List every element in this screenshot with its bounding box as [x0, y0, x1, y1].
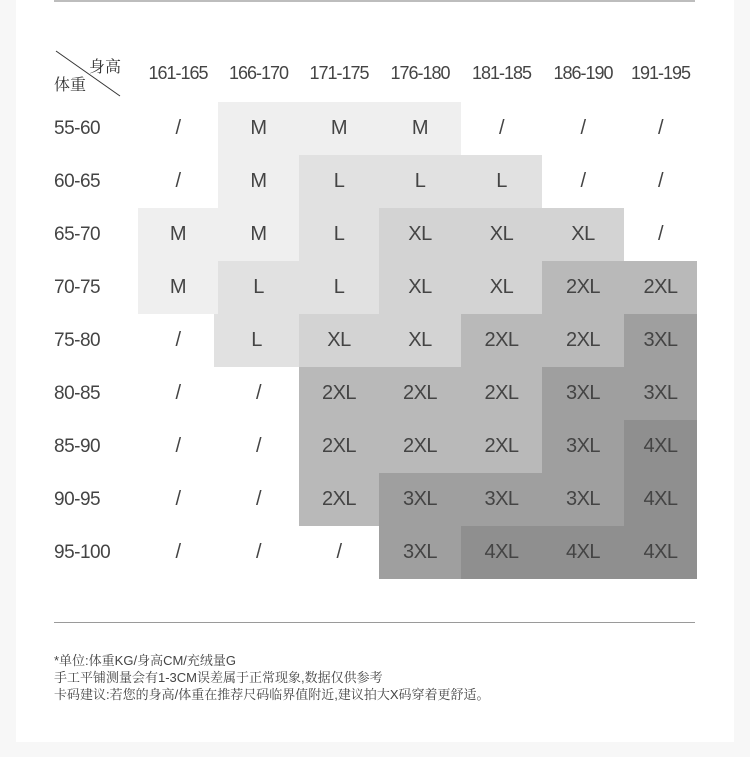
column-header-height: 171-175	[309, 63, 369, 83]
row-header-weight: 65-70	[54, 224, 101, 245]
size-cell: 4XL	[542, 526, 624, 579]
size-cell: XL	[542, 208, 624, 261]
row-header-weight: 95-100	[54, 542, 111, 563]
size-cell: 4XL	[461, 526, 542, 579]
size-cell: M	[379, 102, 461, 155]
size-cell: M	[138, 261, 218, 314]
size-cell: /	[218, 420, 299, 473]
size-cell: L	[461, 155, 542, 208]
corner-height-label: 身高	[88, 59, 121, 76]
size-cell: XL	[379, 208, 461, 261]
size-cell: L	[299, 208, 379, 261]
size-cell: 2XL	[461, 367, 542, 420]
row-header-weight: 55-60	[54, 118, 101, 139]
size-cell: L	[218, 261, 299, 314]
column-header-height: 186-190	[553, 63, 613, 83]
size-cell: /	[461, 102, 542, 155]
size-cell: /	[138, 473, 218, 526]
size-cell: 2XL	[624, 261, 697, 314]
size-cell: L	[299, 155, 379, 208]
bottom-divider	[54, 622, 695, 623]
top-divider	[54, 0, 695, 2]
note-size-advice: 卡码建议:若您的身高/体重在推荐尺码临界值附近,建议拍大X码穿着更舒适。	[54, 687, 490, 702]
size-cell: 3XL	[461, 473, 542, 526]
size-cell: /	[218, 526, 299, 579]
column-header-height: 191-195	[630, 63, 691, 83]
size-cell: 3XL	[542, 473, 624, 526]
size-cell: /	[542, 155, 624, 208]
size-cell: L	[214, 314, 299, 367]
size-cell: 3XL	[624, 314, 697, 367]
size-cell: XL	[461, 261, 542, 314]
size-cell: L	[379, 155, 461, 208]
size-notes	[54, 652, 490, 703]
size-cell: 3XL	[542, 367, 624, 420]
size-cell: /	[218, 473, 299, 526]
size-cell: 2XL	[379, 420, 461, 473]
size-cell: 4XL	[624, 473, 697, 526]
note-units: *单位:体重KG/身高CM/充绒量G	[54, 653, 237, 668]
table-corner-header	[54, 49, 121, 97]
size-cell: 4XL	[624, 526, 697, 579]
size-cell: 4XL	[624, 420, 697, 473]
size-cell: 2XL	[299, 473, 379, 526]
size-cell: M	[299, 102, 379, 155]
size-cell: /	[624, 155, 697, 208]
size-cell: 2XL	[542, 314, 624, 367]
size-cell: /	[138, 526, 218, 579]
row-header-weight: 70-75	[54, 277, 101, 298]
size-cell: 3XL	[542, 420, 624, 473]
column-header-height: 181-185	[471, 63, 532, 83]
size-cell: M	[138, 208, 218, 261]
size-cell: XL	[299, 314, 379, 367]
size-cell: 2XL	[379, 367, 461, 420]
size-cell: 2XL	[542, 261, 624, 314]
size-cell: XL	[379, 261, 461, 314]
row-header-weight: 80-85	[54, 383, 101, 404]
column-header-height: 166-170	[228, 63, 289, 83]
row-header-weight: 90-95	[54, 489, 101, 510]
size-cell: XL	[379, 314, 461, 367]
size-cell: /	[138, 102, 218, 155]
size-cell: /	[138, 367, 218, 420]
size-cell: /	[138, 314, 218, 367]
corner-weight-label: 体重	[54, 77, 87, 94]
row-header-weight: 75-80	[54, 330, 101, 351]
size-cell: M	[218, 208, 299, 261]
size-cell: 3XL	[379, 526, 461, 579]
size-cell: /	[299, 526, 379, 579]
size-cell: /	[138, 155, 218, 208]
size-cell: 3XL	[624, 367, 697, 420]
size-cell: XL	[461, 208, 542, 261]
size-cell: 2XL	[299, 420, 379, 473]
size-cell: /	[624, 102, 697, 155]
row-header-weight: 85-90	[54, 436, 101, 457]
size-cell: /	[542, 102, 624, 155]
note-measurement: 手工平铺测量会有1-3CM误差属于正常现象,数据仅供参考	[54, 670, 383, 685]
size-cell: /	[624, 208, 697, 261]
size-cell: 2XL	[461, 314, 542, 367]
size-cell: 2XL	[461, 420, 542, 473]
size-cell: 2XL	[299, 367, 379, 420]
size-cell: L	[299, 261, 379, 314]
size-cell: /	[138, 420, 218, 473]
size-cell: M	[218, 102, 299, 155]
row-header-weight: 60-65	[54, 171, 101, 192]
size-cell: M	[218, 155, 299, 208]
column-header-height: 161-165	[148, 63, 208, 83]
size-cell: /	[218, 367, 299, 420]
size-cell: 3XL	[379, 473, 461, 526]
column-header-height: 176-180	[390, 63, 450, 83]
